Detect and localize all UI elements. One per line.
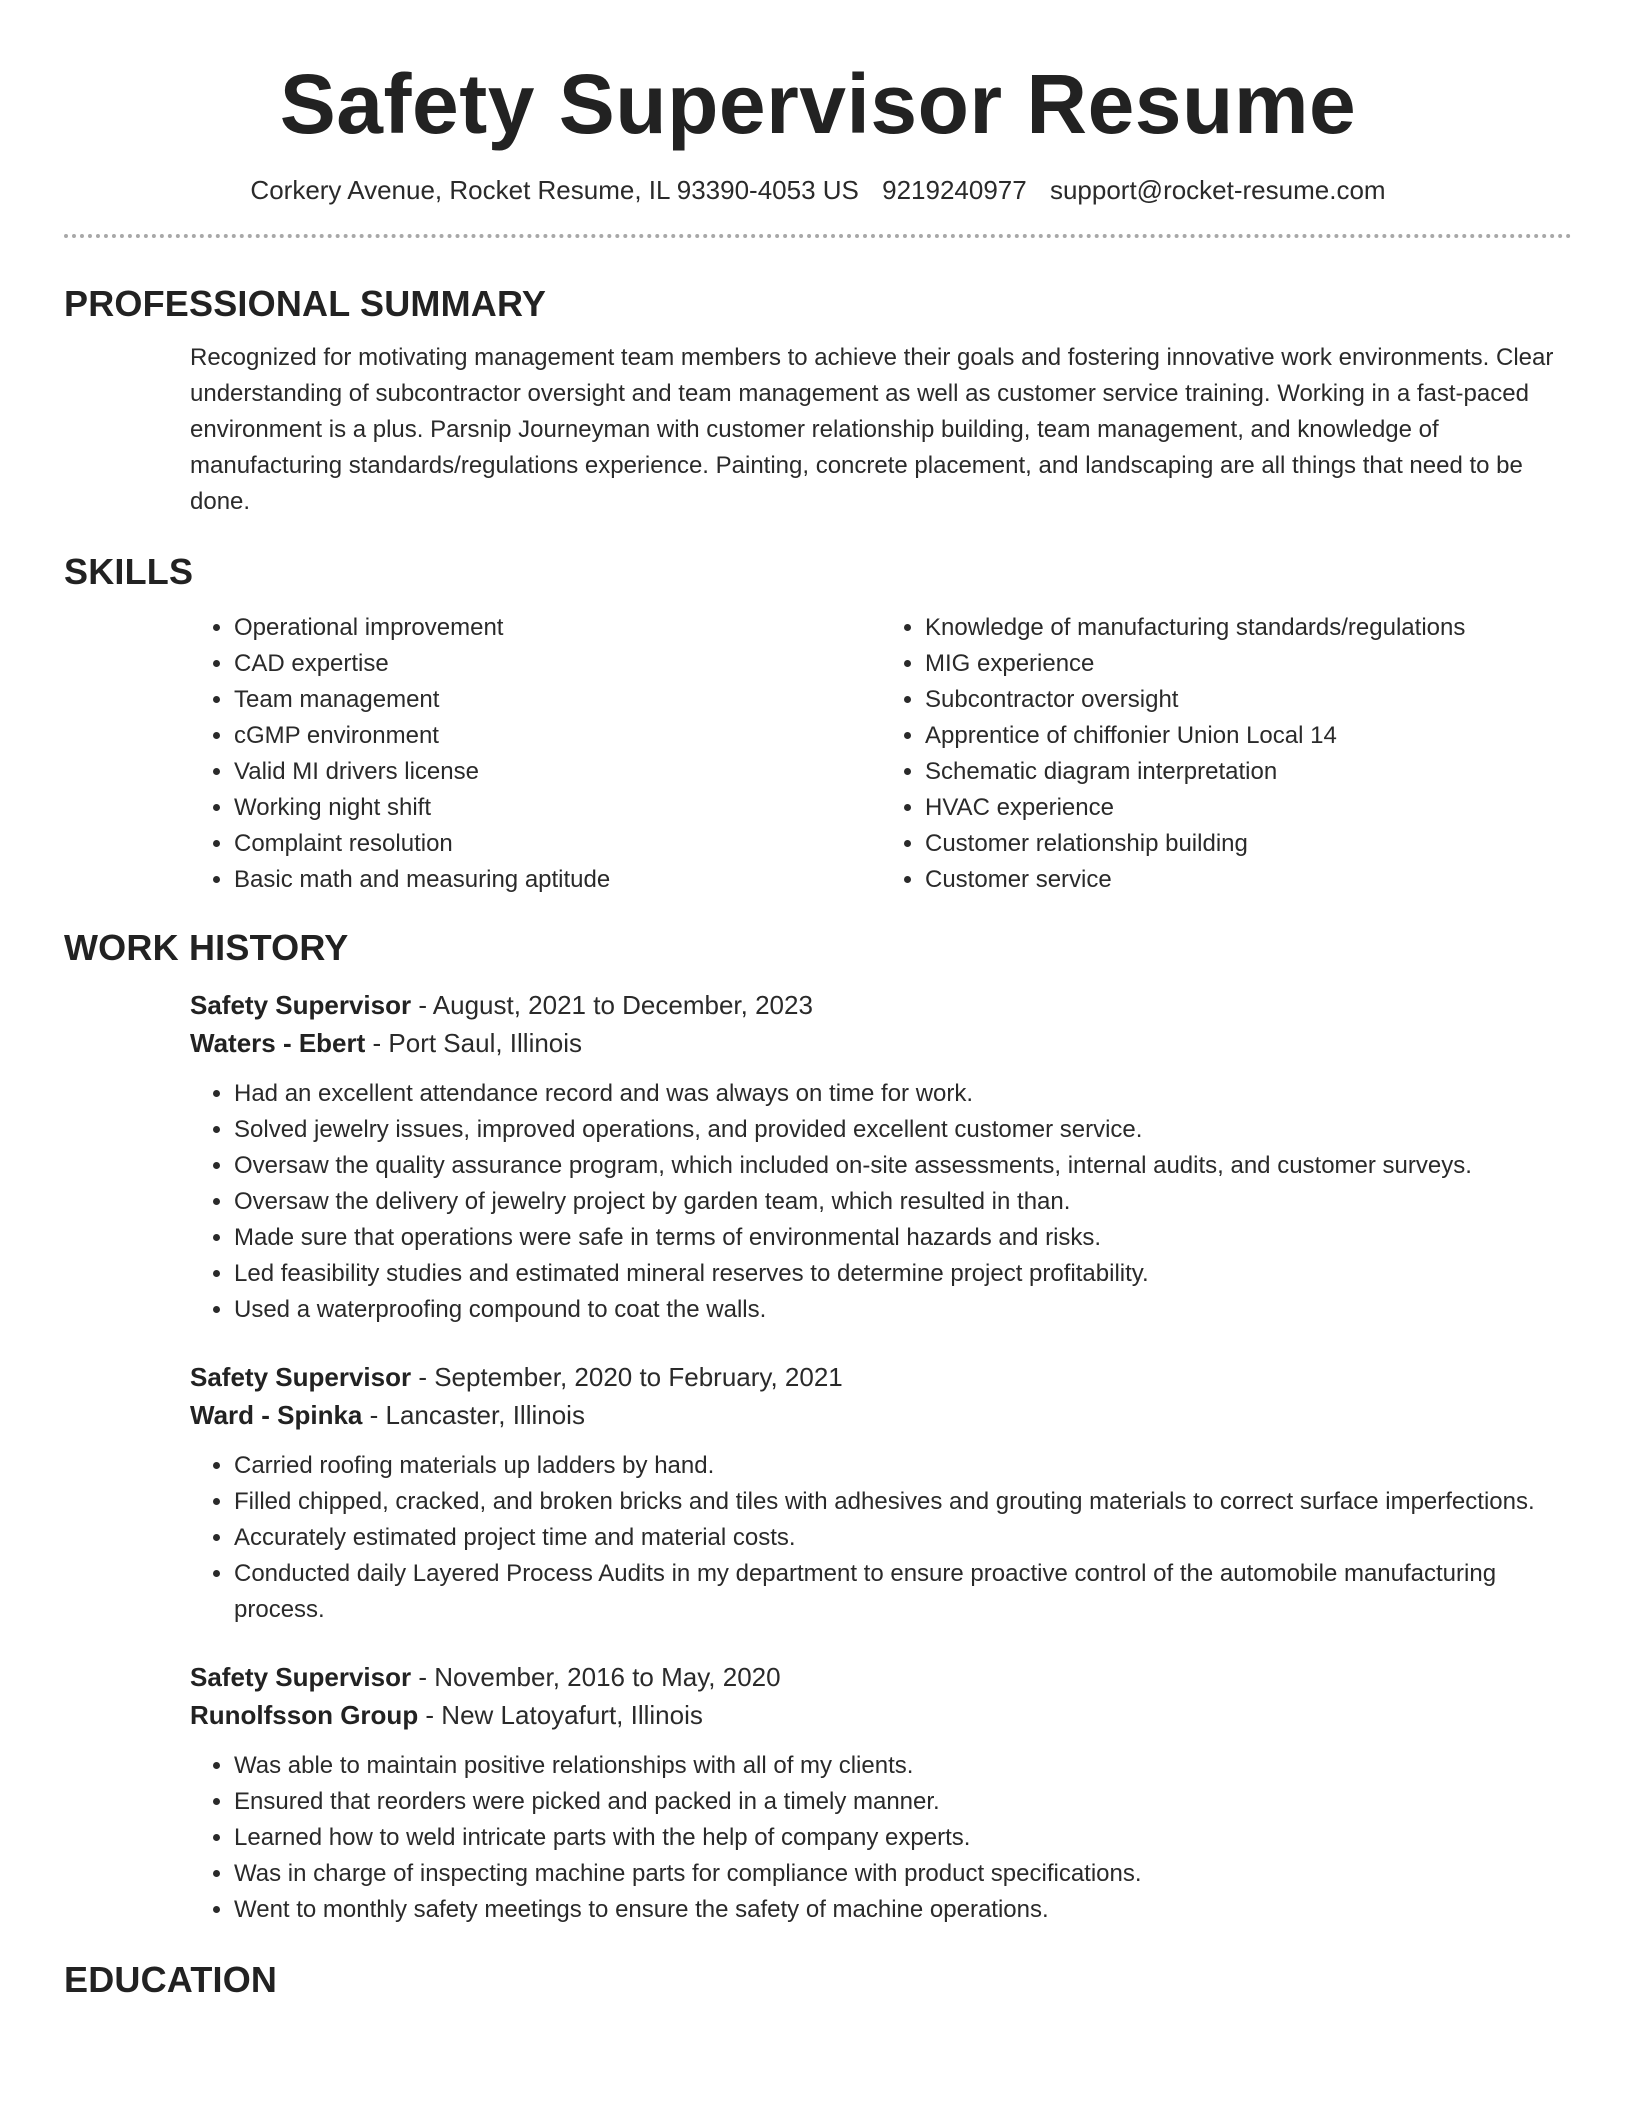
skill-item: • Knowledge of manufacturing standards/regulations: [925, 610, 1572, 646]
summary-text: Recognized for motivating management team members to achieve their goals and fostering innovative work environments. Clear understanding of subcontractor oversight and team management as well as customer service training. Working in a fast-paced environment is a plus. Parsnip Journeyman with customer relationship building, team management, and knowledge of manufacturing standards/regulations experience. Painting, concrete placement, and landscaping are all things that need to be done.: [190, 344, 1554, 515]
job-bullet: • Led feasibility studies and estimated mineral reserves to determine project profitability.: [234, 1256, 1572, 1292]
job-bullet: • Ensured that reorders were picked and packed in a timely manner.: [234, 1784, 1572, 1820]
skills-section: [190, 610, 1572, 898]
job-bullet: • Conducted daily Layered Process Audits in my department to ensure proactive control of the automobile manufacturing process.: [234, 1556, 1572, 1628]
job-bullet: • Made sure that operations were safe in terms of environmental hazards and risks.: [234, 1220, 1572, 1256]
job-location: - Port Saul, Illinois: [365, 1028, 583, 1058]
skill-item: • Working night shift: [234, 790, 881, 826]
skill-item: • Customer relationship building: [925, 826, 1572, 862]
skill-item: • Apprentice of chiffonier Union Local 14: [925, 718, 1572, 754]
contact-line: [64, 174, 1572, 206]
job-entry: [190, 1658, 1572, 1928]
summary-section: [190, 340, 1572, 520]
job-dates: - August, 2021 to December, 2023: [411, 990, 813, 1020]
job-bullet-list: [190, 1448, 1572, 1628]
job-role: Safety Supervisor: [190, 1662, 412, 1692]
skill-item: • cGMP environment: [234, 718, 881, 754]
job-title-line: [190, 1358, 1572, 1396]
job-bullet: • Was able to maintain positive relationships with all of my clients.: [234, 1748, 1572, 1784]
skills-list-right: [881, 610, 1572, 898]
job-company-line: [190, 1396, 1572, 1434]
job-location: - Lancaster, Illinois: [362, 1400, 585, 1430]
skill-item: • Valid MI drivers license: [234, 754, 881, 790]
skill-item: • MIG experience: [925, 646, 1572, 682]
job-bullet: • Carried roofing materials up ladders by hand.: [234, 1448, 1572, 1484]
job-company: Runolfsson Group: [190, 1700, 419, 1730]
job-dates: - September, 2020 to February, 2021: [411, 1362, 843, 1392]
job-role: Safety Supervisor: [190, 1362, 412, 1392]
contact-email: support@rocket-resume.com: [1049, 175, 1386, 205]
skill-item: • Customer service: [925, 862, 1572, 898]
job-bullet-list: [190, 1748, 1572, 1928]
skill-item: • Complaint resolution: [234, 826, 881, 862]
job-bullet: • Accurately estimated project time and material costs.: [234, 1520, 1572, 1556]
job-entry: [190, 1358, 1572, 1628]
job-dates: - November, 2016 to May, 2020: [411, 1662, 781, 1692]
skill-item: • Operational improvement: [234, 610, 881, 646]
education-heading: EDUCATION: [64, 1959, 278, 2000]
resume-title: Safety Supervisor Resume: [279, 57, 1357, 151]
job-bullet: • Oversaw the delivery of jewelry project by garden team, which resulted in than.: [234, 1184, 1572, 1220]
job-company-line: [190, 1696, 1572, 1734]
resume-page: [64, 0, 1572, 2002]
job-bullet-list: [190, 1076, 1572, 1328]
job-company: Ward - Spinka: [190, 1400, 363, 1430]
contact-phone: 9219240977: [882, 175, 1027, 205]
job-company-line: [190, 1024, 1572, 1062]
header-divider: [64, 234, 1572, 238]
job-bullet: • Went to monthly safety meetings to ensure the safety of machine operations.: [234, 1892, 1572, 1928]
job-company: Waters - Ebert: [190, 1028, 366, 1058]
skill-item: • Basic math and measuring aptitude: [234, 862, 881, 898]
contact-address: Corkery Avenue, Rocket Resume, IL 93390-4053 US: [250, 175, 859, 205]
skill-item: • HVAC experience: [925, 790, 1572, 826]
skill-item: • CAD expertise: [234, 646, 881, 682]
job-title-line: [190, 986, 1572, 1024]
work-history-section: [190, 986, 1572, 1928]
skill-item: • Subcontractor oversight: [925, 682, 1572, 718]
job-bullet: • Used a waterproofing compound to coat the walls.: [234, 1292, 1572, 1328]
job-bullet: • Oversaw the quality assurance program, which included on-site assessments, internal audits, and customer surveys.: [234, 1148, 1572, 1184]
skill-item: • Team management: [234, 682, 881, 718]
skill-item: • Schematic diagram interpretation: [925, 754, 1572, 790]
job-bullet: • Filled chipped, cracked, and broken bricks and tiles with adhesives and grouting materials to correct surface imperfections.: [234, 1484, 1572, 1520]
job-bullet: • Was in charge of inspecting machine parts for compliance with product specifications.: [234, 1856, 1572, 1892]
job-bullet: • Learned how to weld intricate parts with the help of company experts.: [234, 1820, 1572, 1856]
job-location: - New Latoyafurt, Illinois: [418, 1700, 703, 1730]
job-bullet: • Had an excellent attendance record and was always on time for work.: [234, 1076, 1572, 1112]
job-entry: [190, 986, 1572, 1328]
skills-list-left: [190, 610, 881, 898]
work-history-heading: WORK HISTORY: [64, 927, 349, 968]
job-title-line: [190, 1658, 1572, 1696]
skills-heading: SKILLS: [64, 551, 194, 592]
summary-heading: PROFESSIONAL SUMMARY: [64, 283, 547, 324]
job-bullet: • Solved jewelry issues, improved operations, and provided excellent customer service.: [234, 1112, 1572, 1148]
job-role: Safety Supervisor: [190, 990, 412, 1020]
